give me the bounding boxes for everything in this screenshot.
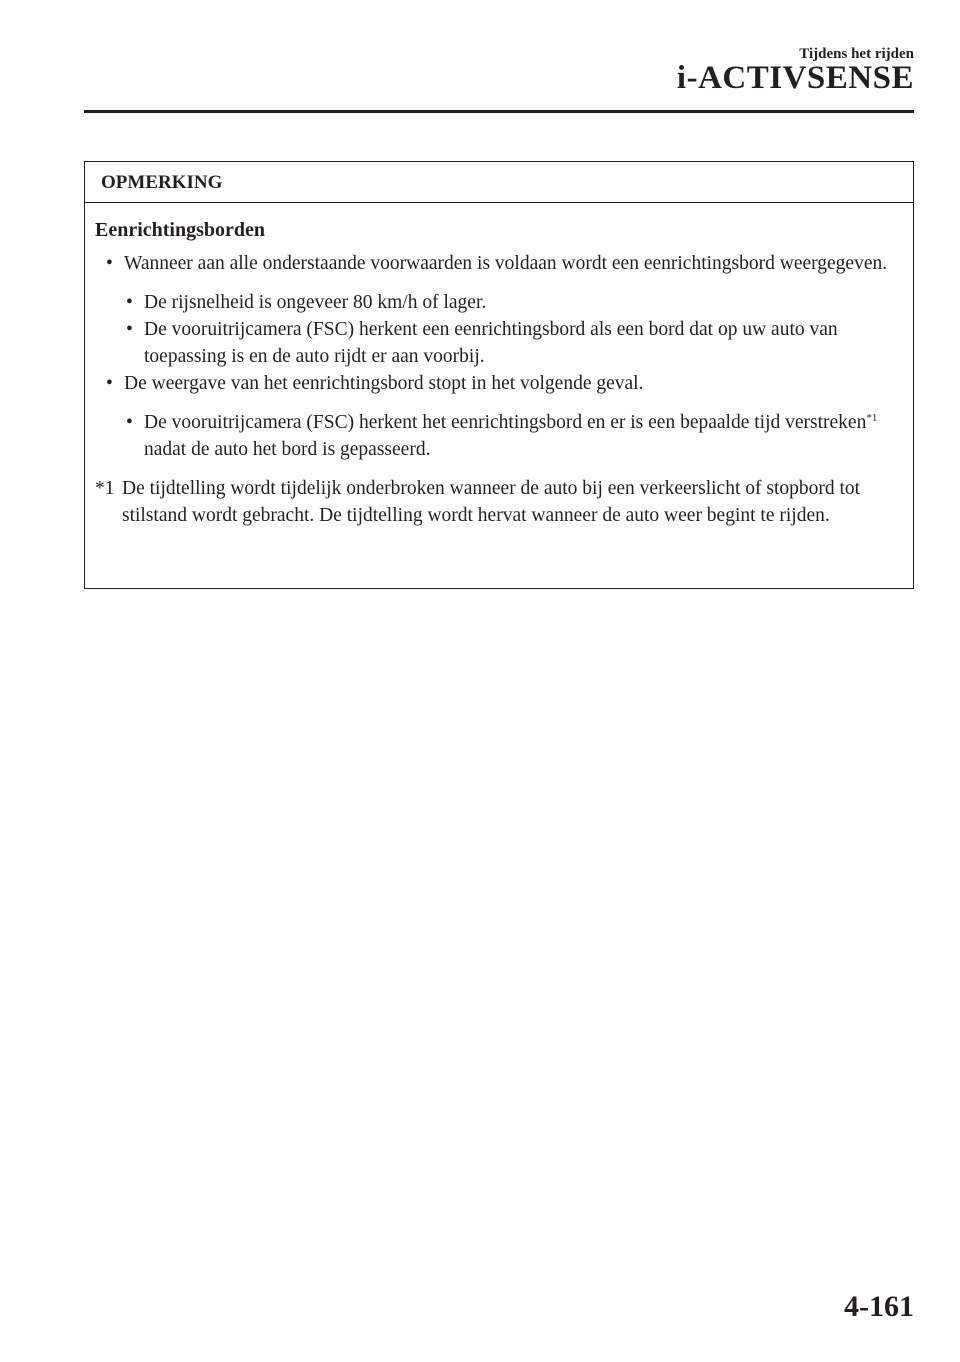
header-divider [84,110,914,113]
page-number: 4-161 [844,1290,914,1323]
spacer [95,397,903,409]
bullet-icon: • [126,412,133,433]
bullet-item [95,370,903,397]
bullet-icon: • [126,319,133,340]
sub-bullet-text-pre: De vooruitrijcamera (FSC) herkent het eenrichtingsbord en er is een bepaalde tijd verstreken [144,412,867,433]
bullet-item [95,250,903,277]
footnote-mark: *1 [95,478,115,499]
footnote-text: De tijdtelling wordt tijdelijk onderbroken wanneer de auto bij een verkeerslicht of stopbord tot stilstand wordt gebracht. De tijdtelling wordt hervat wanneer de auto weer begint te rijden. [122,478,861,526]
spacer [95,463,903,475]
sub-bullet-text: De rijsnelheid is ongeveer 80 km/h of lager. [144,292,487,313]
spacer [95,277,903,289]
sub-bullet-item [95,409,903,463]
bullet-text: De weergave van het eenrichtingsbord stopt in het volgende geval. [124,373,644,394]
footnote-reference: *1 [866,412,878,424]
sub-bullet-item [95,316,903,370]
bullet-text: Wanneer aan alle onderstaande voorwaarden is voldaan wordt een eenrichtingsbord weergegeven. [124,253,888,274]
footnote [95,475,903,529]
chapter-title: i-ACTIVSENSE [676,60,914,96]
note-label: OPMERKING [85,162,913,203]
sub-bullet-text-post: nadat de auto het bord is gepasseerd. [144,439,431,460]
note-box [84,161,914,589]
note-title: Eenrichtingsborden [95,219,266,241]
section-title: Tijdens het rijden [799,46,914,62]
bullet-icon: • [106,373,113,394]
sub-bullet-text: De vooruitrijcamera (FSC) herkent een eenrichtingsbord als een bord dat op uw auto van toepassing is en de auto rijdt er aan voorbij. [144,319,838,367]
bullet-icon: • [106,253,113,274]
note-body [85,203,913,529]
sub-bullet-item [95,289,903,316]
bullet-icon: • [126,292,133,313]
